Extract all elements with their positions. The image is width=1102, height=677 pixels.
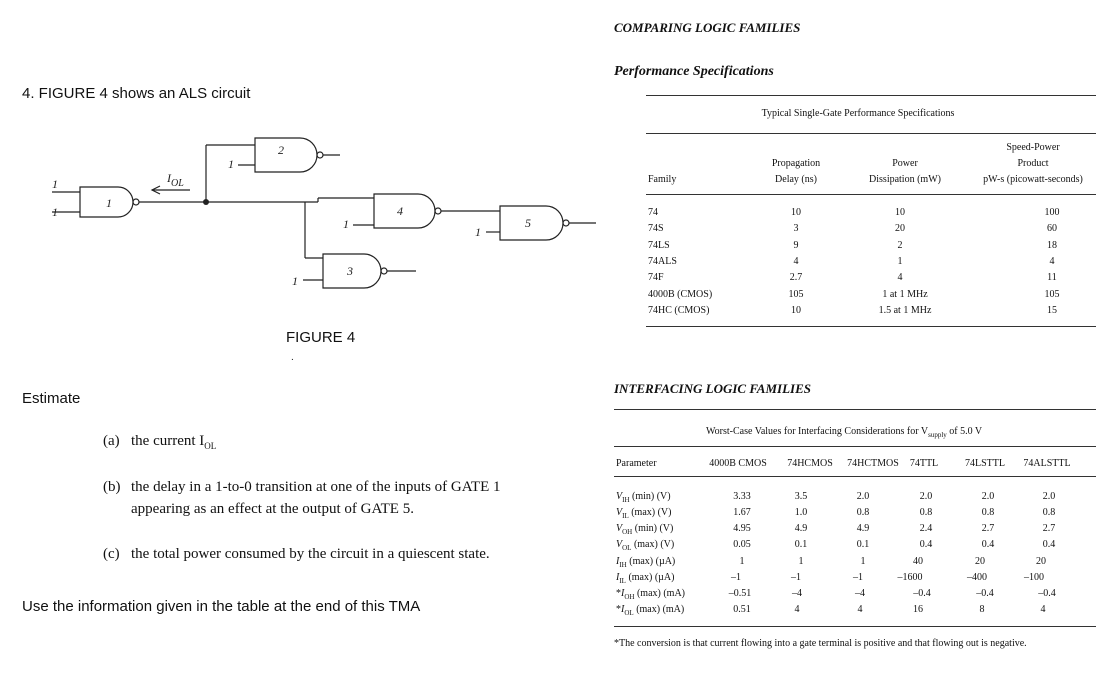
performance-subheading: Performance Specifications [614, 64, 774, 79]
iface-header-74hcmos: 74HCMOS [787, 458, 833, 469]
iface-footnote: *The conversion is that current flowing into a gate terminal is positive and that flowing out is negative. [614, 638, 1027, 649]
interfacing-heading: INTERFACING LOGIC FAMILIES [614, 381, 811, 396]
perf-header-delay-2: Delay (ns) [775, 174, 817, 185]
perf-table-title: Typical Single-Gate Performance Specifications [761, 108, 955, 119]
item-b-line-2: appearing as an effect at the output of GATE 5. [131, 501, 414, 517]
gate-4-input-label: 1 [343, 217, 349, 231]
gate-2-input-label: 1 [228, 157, 234, 171]
perf-header-sp-2: Product [1017, 158, 1049, 169]
iface-header-74ttl: 74TTL [909, 458, 939, 469]
item-b-line-1: the delay in a 1-to-0 transition at one of the inputs of GATE 1 [131, 479, 501, 495]
perf-header-power-2: Dissipation (mW) [869, 174, 941, 185]
iface-header-parameter: Parameter [616, 458, 657, 469]
item-a-text: the current $I_{OL}$ [131, 433, 217, 451]
iface-rule-header-top [614, 446, 1096, 447]
estimate-heading: Estimate [22, 390, 81, 407]
question-title: 4. FIGURE 4 shows an ALS circuit [22, 85, 251, 102]
gate-5-input-label: 1 [475, 225, 481, 239]
iface-table: Worst-Case Values for Interfacing Considerations for $V_{supply}$ of 5.0 V Parameter 4000B CMOS 74HCMOS 74HCTMOS 74TTL 74LSTTL 74ALSTTL $V_{IH}$ (min) (V) 3.33 3.5 2.0 2.0 2.0 2.0 $V_{IL}$ (max) (V) 1.67 1.0 0.8 0.8 0.8 0.8 $V_{OH}$ (min) (V) 4.95 4.9 4.9 2.4 2.7 2.7 $V_{OL}$ (max) (V) 0.05 0.1 0.1 0.4 0.4 0.4 $I_{IH}$ (max) (µA) 1 1 1 40 20 20 $I_{IL}$ (max) (µA) –1 –1 –1 –1600 –400 –100 $*I_{OH}$ (max) (mA) –0.51 –4 –4 –0.4 –0.4 –0.4 $*I_{OL}$ (max) (mA) 0.51 4 4 16 8 4 *The conversion is that current flowing into a gate terminal is positive and that flowing out is negative. [0, 0, 1102, 677]
gate-2-number: 2 [278, 143, 284, 157]
gate-3-number: 3 [347, 264, 353, 278]
perf-header-power-1: Power [892, 158, 918, 169]
gate-4-number: 4 [397, 204, 403, 218]
iface-rule-header-bottom [614, 476, 1096, 477]
iface-table-title: Worst-Case Values for Interfacing Considerations for $V_{supply}$ of 5.0 V [706, 426, 983, 439]
perf-header-sp-1: Speed-Power [1006, 142, 1060, 153]
iface-header-74lsttl: 74LSTTL [965, 458, 1005, 469]
figure-label: FIGURE 4 [286, 329, 356, 346]
current-label: $I_{OL}$ [167, 171, 184, 189]
gate-3-input-label: 1 [292, 274, 298, 288]
item-a-tag: (a) [103, 433, 120, 449]
gate-1-input-a-label: 1 [52, 177, 58, 191]
perf-table: Typical Single-Gate Performance Specifications Family Propagation Delay (ns) Power Dissipation (mW) Speed-Power Product pW-s (picowatt-seconds) 74 10 10 100 74S 3 20 60 74LS 9 2 18 74ALS 4 1 4 74F 2.7 4 11 4000B (CMOS) 105 1 at 1 MHz 105 74HC (CMOS) 10 1.5 at 1 MHz 15 [0, 0, 1102, 340]
iface-header-4000b: 4000B CMOS [709, 458, 767, 469]
iface-header-74hctmos: 74HCTMOS [847, 458, 899, 469]
item-c-text: the total power consumed by the circuit in a quiescent state. [131, 546, 490, 562]
footer-instruction: Use the information given in the table at the end of this TMA [22, 598, 421, 615]
comparing-heading: COMPARING LOGIC FAMILIES [614, 20, 801, 35]
item-c-tag: (c) [103, 546, 120, 562]
figure-dot: . [291, 352, 294, 363]
perf-header-sp-3: pW-s (picowatt-seconds) [983, 174, 1083, 185]
gate-1-input-b-label: 1 [52, 205, 58, 219]
gate-5-number: 5 [525, 216, 531, 230]
perf-header-delay-1: Propagation [771, 158, 821, 169]
iface-header-74alsttl: 74ALSTTL [1023, 458, 1071, 469]
iface-rule-bottom [614, 626, 1096, 627]
item-b-tag: (b) [103, 479, 121, 495]
gate-1-number: 1 [106, 196, 112, 210]
perf-header-family: Family [648, 174, 677, 185]
